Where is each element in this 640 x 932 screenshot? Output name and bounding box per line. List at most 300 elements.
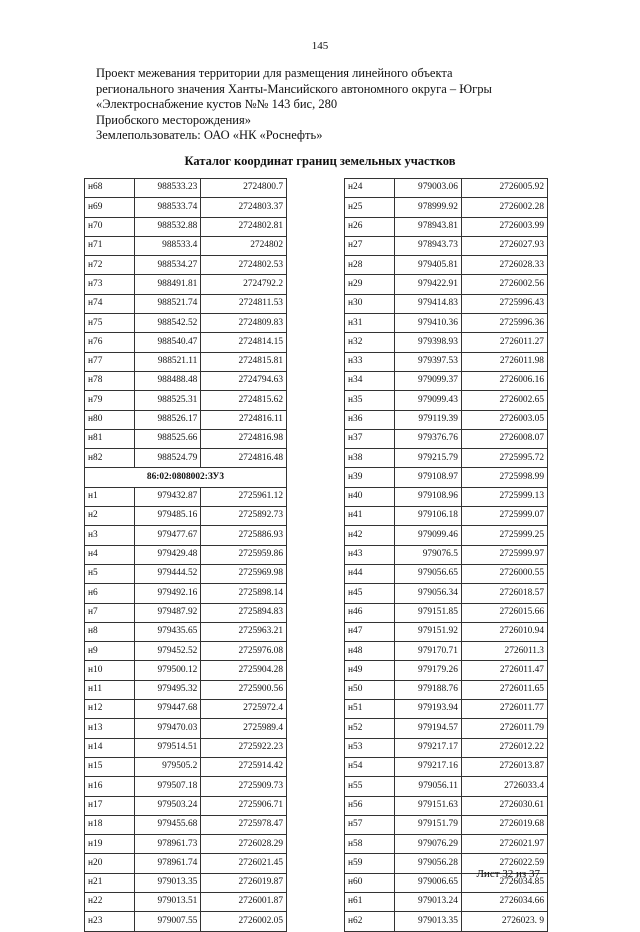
x-coordinate-cell: 979151.79 xyxy=(394,815,461,834)
table-row xyxy=(85,584,287,603)
point-id-cell: н4 xyxy=(85,545,135,564)
point-id-cell: н70 xyxy=(85,217,135,236)
y-coordinate-cell: 2725914.42 xyxy=(201,757,287,776)
table-row xyxy=(345,757,548,776)
document-heading xyxy=(96,66,596,144)
point-id-cell: н37 xyxy=(345,429,395,448)
heading-line: «Электроснабжение кустов №№ 143 бис, 280 xyxy=(96,97,338,112)
x-coordinate-cell: 979487.92 xyxy=(134,603,201,622)
point-id-cell: н45 xyxy=(345,584,395,603)
table-row xyxy=(345,622,548,641)
x-coordinate-cell: 979514.51 xyxy=(134,738,201,757)
table-row xyxy=(345,738,548,757)
y-coordinate-cell: 2725892.73 xyxy=(201,507,287,526)
point-id-cell: н77 xyxy=(85,352,135,371)
point-id-cell: н68 xyxy=(85,179,135,198)
point-id-cell: н48 xyxy=(345,642,395,661)
table-row xyxy=(345,294,548,313)
x-coordinate-cell: 979477.67 xyxy=(134,526,201,545)
y-coordinate-cell: 2726015.66 xyxy=(461,603,547,622)
x-coordinate-cell: 979447.68 xyxy=(134,700,201,719)
y-coordinate-cell: 2726019.87 xyxy=(201,873,287,892)
point-id-cell: н56 xyxy=(345,796,395,815)
point-id-cell: н1 xyxy=(85,487,135,506)
table-row xyxy=(345,314,548,333)
x-coordinate-cell: 979099.43 xyxy=(394,391,461,410)
table-row xyxy=(345,217,548,236)
y-coordinate-cell: 2726034.66 xyxy=(461,892,547,911)
table-row xyxy=(85,642,287,661)
x-coordinate-cell: 988525.66 xyxy=(134,429,201,448)
x-coordinate-cell: 988533.23 xyxy=(134,179,201,198)
y-coordinate-cell: 2725999.07 xyxy=(461,507,547,526)
table-row xyxy=(85,854,287,873)
point-id-cell: н33 xyxy=(345,352,395,371)
point-id-cell: н14 xyxy=(85,738,135,757)
point-id-cell: н78 xyxy=(85,371,135,390)
point-id-cell: н3 xyxy=(85,526,135,545)
table-row xyxy=(85,835,287,854)
y-coordinate-cell: 2726011.65 xyxy=(461,680,547,699)
y-coordinate-cell: 2726002.56 xyxy=(461,275,547,294)
x-coordinate-cell: 988488.48 xyxy=(134,371,201,390)
x-coordinate-cell: 979217.16 xyxy=(394,757,461,776)
point-id-cell: н76 xyxy=(85,333,135,352)
table-row xyxy=(345,777,548,796)
x-coordinate-cell: 979485.16 xyxy=(134,507,201,526)
table-row xyxy=(345,487,548,506)
point-id-cell: н27 xyxy=(345,236,395,255)
point-id-cell: н71 xyxy=(85,236,135,255)
x-coordinate-cell: 978943.81 xyxy=(394,217,461,236)
x-coordinate-cell: 979435.65 xyxy=(134,622,201,641)
x-coordinate-cell: 979193.94 xyxy=(394,700,461,719)
x-coordinate-cell: 979179.26 xyxy=(394,661,461,680)
x-coordinate-cell: 979151.85 xyxy=(394,603,461,622)
x-coordinate-cell: 988540.47 xyxy=(134,333,201,352)
point-id-cell: н2 xyxy=(85,507,135,526)
y-coordinate-cell: 2724792.2 xyxy=(201,275,287,294)
x-coordinate-cell: 988491.81 xyxy=(134,275,201,294)
y-coordinate-cell: 2724802.53 xyxy=(201,256,287,275)
x-coordinate-cell: 979151.63 xyxy=(394,796,461,815)
x-coordinate-cell: 979013.35 xyxy=(394,912,461,931)
table-row xyxy=(85,487,287,506)
parcel-section-header: 86:02:0808002:ЗУ3 xyxy=(85,468,287,487)
x-coordinate-cell: 988533.4 xyxy=(134,236,201,255)
table-row xyxy=(85,507,287,526)
point-id-cell: н39 xyxy=(345,468,395,487)
x-coordinate-cell: 988534.27 xyxy=(134,256,201,275)
table-row xyxy=(85,873,287,892)
y-coordinate-cell: 2726002.05 xyxy=(201,912,287,931)
table-row xyxy=(345,468,548,487)
point-id-cell: н11 xyxy=(85,680,135,699)
point-id-cell: н42 xyxy=(345,526,395,545)
x-coordinate-cell: 988524.79 xyxy=(134,449,201,468)
table-row xyxy=(85,294,287,313)
y-coordinate-cell: 2725922.23 xyxy=(201,738,287,757)
table-row xyxy=(345,584,548,603)
x-coordinate-cell: 978999.92 xyxy=(394,198,461,217)
x-coordinate-cell: 979194.57 xyxy=(394,719,461,738)
y-coordinate-cell: 2725995.72 xyxy=(461,449,547,468)
point-id-cell: н44 xyxy=(345,564,395,583)
x-coordinate-cell: 979099.46 xyxy=(394,526,461,545)
y-coordinate-cell: 2726028.29 xyxy=(201,835,287,854)
x-coordinate-cell: 988526.17 xyxy=(134,410,201,429)
point-id-cell: н23 xyxy=(85,912,135,931)
table-row xyxy=(85,700,287,719)
page-number: 145 xyxy=(311,40,329,52)
point-id-cell: н75 xyxy=(85,314,135,333)
point-id-cell: н73 xyxy=(85,275,135,294)
y-coordinate-cell: 2724802.81 xyxy=(201,217,287,236)
point-id-cell: н29 xyxy=(345,275,395,294)
table-row xyxy=(345,429,548,448)
x-coordinate-cell: 979470.03 xyxy=(134,719,201,738)
y-coordinate-cell: 2726027.93 xyxy=(461,236,547,255)
y-coordinate-cell: 2724794.63 xyxy=(201,371,287,390)
table-row xyxy=(345,256,548,275)
x-coordinate-cell: 979452.52 xyxy=(134,642,201,661)
x-coordinate-cell: 979056.65 xyxy=(394,564,461,583)
table-row xyxy=(345,371,548,390)
point-id-cell: н62 xyxy=(345,912,395,931)
table-row xyxy=(345,507,548,526)
point-id-cell: н15 xyxy=(85,757,135,776)
x-coordinate-cell: 979410.36 xyxy=(394,314,461,333)
x-coordinate-cell: 978961.74 xyxy=(134,854,201,873)
point-id-cell: н17 xyxy=(85,796,135,815)
table-row xyxy=(85,236,287,255)
table-row xyxy=(85,314,287,333)
point-id-cell: н72 xyxy=(85,256,135,275)
point-id-cell: н69 xyxy=(85,198,135,217)
y-coordinate-cell: 2724816.48 xyxy=(201,449,287,468)
x-coordinate-cell: 979429.48 xyxy=(134,545,201,564)
point-id-cell: н50 xyxy=(345,680,395,699)
point-id-cell: н46 xyxy=(345,603,395,622)
x-coordinate-cell: 979056.34 xyxy=(394,584,461,603)
y-coordinate-cell: 2726010.94 xyxy=(461,622,547,641)
y-coordinate-cell: 2726023. 9 xyxy=(461,912,547,931)
table-row xyxy=(85,371,287,390)
point-id-cell: н34 xyxy=(345,371,395,390)
x-coordinate-cell: 979076.29 xyxy=(394,835,461,854)
table-row xyxy=(345,526,548,545)
x-coordinate-cell: 979414.83 xyxy=(394,294,461,313)
heading-line: Проект межевания территории для размещения линейного объекта xyxy=(96,66,453,80)
table-row xyxy=(345,410,548,429)
table-row xyxy=(85,622,287,641)
table-row xyxy=(85,352,287,371)
point-id-cell: н47 xyxy=(345,622,395,641)
y-coordinate-cell: 2726011.27 xyxy=(461,333,547,352)
y-coordinate-cell: 2725996.43 xyxy=(461,294,547,313)
table-row xyxy=(85,719,287,738)
point-id-cell: н31 xyxy=(345,314,395,333)
y-coordinate-cell: 2726011.98 xyxy=(461,352,547,371)
y-coordinate-cell: 2725961.12 xyxy=(201,487,287,506)
point-id-cell: н19 xyxy=(85,835,135,854)
x-coordinate-cell: 979170.71 xyxy=(394,642,461,661)
point-id-cell: н6 xyxy=(85,584,135,603)
y-coordinate-cell: 2724815.62 xyxy=(201,391,287,410)
y-coordinate-cell: 2725996.36 xyxy=(461,314,547,333)
point-id-cell: н79 xyxy=(85,391,135,410)
point-id-cell: н43 xyxy=(345,545,395,564)
point-id-cell: н28 xyxy=(345,256,395,275)
table-row xyxy=(85,738,287,757)
point-id-cell: н81 xyxy=(85,429,135,448)
table-row xyxy=(345,719,548,738)
point-id-cell: н20 xyxy=(85,854,135,873)
table-row xyxy=(85,198,287,217)
point-id-cell: н57 xyxy=(345,815,395,834)
table-row xyxy=(85,275,287,294)
x-coordinate-cell: 979422.91 xyxy=(394,275,461,294)
table-row xyxy=(85,333,287,352)
table-row xyxy=(85,912,287,931)
y-coordinate-cell: 2725909.73 xyxy=(201,777,287,796)
table-row xyxy=(345,333,548,352)
table-row xyxy=(85,179,287,198)
point-id-cell: н82 xyxy=(85,449,135,468)
y-coordinate-cell: 2725886.93 xyxy=(201,526,287,545)
x-coordinate-cell: 979505.2 xyxy=(134,757,201,776)
x-coordinate-cell: 979108.97 xyxy=(394,468,461,487)
point-id-cell: н25 xyxy=(345,198,395,217)
y-coordinate-cell: 2726001.87 xyxy=(201,892,287,911)
y-coordinate-cell: 2725999.13 xyxy=(461,487,547,506)
y-coordinate-cell: 2726034.85 xyxy=(461,873,547,892)
y-coordinate-cell: 2725999.25 xyxy=(461,526,547,545)
y-coordinate-cell: 2724814.15 xyxy=(201,333,287,352)
x-coordinate-cell: 979500.12 xyxy=(134,661,201,680)
x-coordinate-cell: 979455.68 xyxy=(134,815,201,834)
table-row xyxy=(345,391,548,410)
table-row xyxy=(345,815,548,834)
y-coordinate-cell: 2726018.57 xyxy=(461,584,547,603)
point-id-cell: н24 xyxy=(345,179,395,198)
y-coordinate-cell: 2726030.61 xyxy=(461,796,547,815)
y-coordinate-cell: 2724809.83 xyxy=(201,314,287,333)
y-coordinate-cell: 2725906.71 xyxy=(201,796,287,815)
x-coordinate-cell: 988521.11 xyxy=(134,352,201,371)
table-row xyxy=(345,275,548,294)
x-coordinate-cell: 979013.51 xyxy=(134,892,201,911)
x-coordinate-cell: 978961.73 xyxy=(134,835,201,854)
x-coordinate-cell: 988532.88 xyxy=(134,217,201,236)
point-id-cell: н58 xyxy=(345,835,395,854)
heading-line: Землепользователь: ОАО «НК «Роснефть» xyxy=(96,128,323,143)
coordinate-table-right xyxy=(344,178,548,932)
x-coordinate-cell: 979056.28 xyxy=(394,854,461,873)
point-id-cell: н10 xyxy=(85,661,135,680)
y-coordinate-cell: 2726000.55 xyxy=(461,564,547,583)
point-id-cell: н61 xyxy=(345,892,395,911)
point-id-cell: н30 xyxy=(345,294,395,313)
table-row xyxy=(85,603,287,622)
x-coordinate-cell: 979376.76 xyxy=(394,429,461,448)
table-row xyxy=(345,680,548,699)
y-coordinate-cell: 2726011.3 xyxy=(461,642,547,661)
x-coordinate-cell: 979405.81 xyxy=(394,256,461,275)
point-id-cell: н12 xyxy=(85,700,135,719)
heading-line: регионального значения Ханты-Мансийского автономного округа – Югры xyxy=(96,81,492,96)
x-coordinate-cell: 988525.31 xyxy=(134,391,201,410)
y-coordinate-cell: 2726021.45 xyxy=(201,854,287,873)
x-coordinate-cell: 979076.5 xyxy=(394,545,461,564)
y-coordinate-cell: 2726013.87 xyxy=(461,757,547,776)
table-row xyxy=(85,815,287,834)
y-coordinate-cell: 2726003.05 xyxy=(461,410,547,429)
y-coordinate-cell: 2724811.53 xyxy=(201,294,287,313)
x-coordinate-cell: 979503.24 xyxy=(134,796,201,815)
y-coordinate-cell: 2725972.4 xyxy=(201,700,287,719)
table-row xyxy=(345,564,548,583)
y-coordinate-cell: 2726002.28 xyxy=(461,198,547,217)
table-row xyxy=(85,391,287,410)
y-coordinate-cell: 2726006.16 xyxy=(461,371,547,390)
x-coordinate-cell: 988542.52 xyxy=(134,314,201,333)
y-coordinate-cell: 2724816.11 xyxy=(201,410,287,429)
x-coordinate-cell: 988533.74 xyxy=(134,198,201,217)
table-row xyxy=(85,526,287,545)
table-row xyxy=(345,603,548,622)
y-coordinate-cell: 2726011.47 xyxy=(461,661,547,680)
y-coordinate-cell: 2726021.97 xyxy=(461,835,547,854)
table-row xyxy=(345,449,548,468)
y-coordinate-cell: 2725978.47 xyxy=(201,815,287,834)
x-coordinate-cell: 979056.11 xyxy=(394,777,461,796)
x-coordinate-cell: 979444.52 xyxy=(134,564,201,583)
y-coordinate-cell: 2724816.98 xyxy=(201,429,287,448)
point-id-cell: н80 xyxy=(85,410,135,429)
y-coordinate-cell: 2726011.79 xyxy=(461,719,547,738)
x-coordinate-cell: 979507.18 xyxy=(134,777,201,796)
point-id-cell: н55 xyxy=(345,777,395,796)
table-row xyxy=(345,912,548,931)
point-id-cell: н74 xyxy=(85,294,135,313)
point-id-cell: н5 xyxy=(85,564,135,583)
table-row xyxy=(85,217,287,236)
point-id-cell: н60 xyxy=(345,873,395,892)
point-id-cell: н32 xyxy=(345,333,395,352)
x-coordinate-cell: 979495.32 xyxy=(134,680,201,699)
table-row xyxy=(345,892,548,911)
x-coordinate-cell: 979398.93 xyxy=(394,333,461,352)
x-coordinate-cell: 979007.55 xyxy=(134,912,201,931)
x-coordinate-cell: 979215.79 xyxy=(394,449,461,468)
x-coordinate-cell: 979217.17 xyxy=(394,738,461,757)
y-coordinate-cell: 2725904.28 xyxy=(201,661,287,680)
y-coordinate-cell: 2726019.68 xyxy=(461,815,547,834)
y-coordinate-cell: 2725963.21 xyxy=(201,622,287,641)
table-row xyxy=(345,835,548,854)
table-row xyxy=(85,564,287,583)
x-coordinate-cell: 979151.92 xyxy=(394,622,461,641)
x-coordinate-cell: 979432.87 xyxy=(134,487,201,506)
x-coordinate-cell: 979119.39 xyxy=(394,410,461,429)
y-coordinate-cell: 2724815.81 xyxy=(201,352,287,371)
point-id-cell: н26 xyxy=(345,217,395,236)
y-coordinate-cell: 2724803.37 xyxy=(201,198,287,217)
point-id-cell: н54 xyxy=(345,757,395,776)
table-row xyxy=(345,642,548,661)
table-row xyxy=(345,700,548,719)
x-coordinate-cell: 979108.96 xyxy=(394,487,461,506)
x-coordinate-cell: 979188.76 xyxy=(394,680,461,699)
point-id-cell: н8 xyxy=(85,622,135,641)
table-row xyxy=(85,468,287,487)
y-coordinate-cell: 2725989.4 xyxy=(201,719,287,738)
point-id-cell: н49 xyxy=(345,661,395,680)
table-row xyxy=(85,757,287,776)
point-id-cell: н9 xyxy=(85,642,135,661)
y-coordinate-cell: 2726008.07 xyxy=(461,429,547,448)
x-coordinate-cell: 979003.06 xyxy=(394,179,461,198)
y-coordinate-cell: 2725898.14 xyxy=(201,584,287,603)
x-coordinate-cell: 979099.37 xyxy=(394,371,461,390)
x-coordinate-cell: 979492.16 xyxy=(134,584,201,603)
table-row xyxy=(85,429,287,448)
point-id-cell: н7 xyxy=(85,603,135,622)
y-coordinate-cell: 2726003.99 xyxy=(461,217,547,236)
y-coordinate-cell: 2726012.22 xyxy=(461,738,547,757)
point-id-cell: н36 xyxy=(345,410,395,429)
coordinate-table-left xyxy=(84,178,287,932)
y-coordinate-cell: 2726002.65 xyxy=(461,391,547,410)
point-id-cell: н40 xyxy=(345,487,395,506)
point-id-cell: н35 xyxy=(345,391,395,410)
table-row xyxy=(85,661,287,680)
point-id-cell: н38 xyxy=(345,449,395,468)
table-row xyxy=(85,545,287,564)
y-coordinate-cell: 2726005.92 xyxy=(461,179,547,198)
point-id-cell: н52 xyxy=(345,719,395,738)
table-row xyxy=(345,796,548,815)
y-coordinate-cell: 2726028.33 xyxy=(461,256,547,275)
y-coordinate-cell: 2725969.98 xyxy=(201,564,287,583)
point-id-cell: н51 xyxy=(345,700,395,719)
table-row xyxy=(85,796,287,815)
x-coordinate-cell: 988521.74 xyxy=(134,294,201,313)
x-coordinate-cell: 979106.18 xyxy=(394,507,461,526)
x-coordinate-cell: 979397.53 xyxy=(394,352,461,371)
table-row xyxy=(85,449,287,468)
point-id-cell: н13 xyxy=(85,719,135,738)
table-row xyxy=(345,661,548,680)
x-coordinate-cell: 978943.73 xyxy=(394,236,461,255)
x-coordinate-cell: 979013.35 xyxy=(134,873,201,892)
x-coordinate-cell: 979013.24 xyxy=(394,892,461,911)
y-coordinate-cell: 2725999.97 xyxy=(461,545,547,564)
y-coordinate-cell: 2725959.86 xyxy=(201,545,287,564)
y-coordinate-cell: 2725900.56 xyxy=(201,680,287,699)
point-id-cell: н59 xyxy=(345,854,395,873)
point-id-cell: н21 xyxy=(85,873,135,892)
y-coordinate-cell: 2726011.77 xyxy=(461,700,547,719)
table-row xyxy=(85,410,287,429)
table-row xyxy=(345,179,548,198)
y-coordinate-cell: 2724800.7 xyxy=(201,179,287,198)
y-coordinate-cell: 2724802 xyxy=(201,236,287,255)
table-row xyxy=(345,236,548,255)
catalog-title: Каталог координат границ земельных участков xyxy=(184,154,456,168)
table-row xyxy=(345,352,548,371)
